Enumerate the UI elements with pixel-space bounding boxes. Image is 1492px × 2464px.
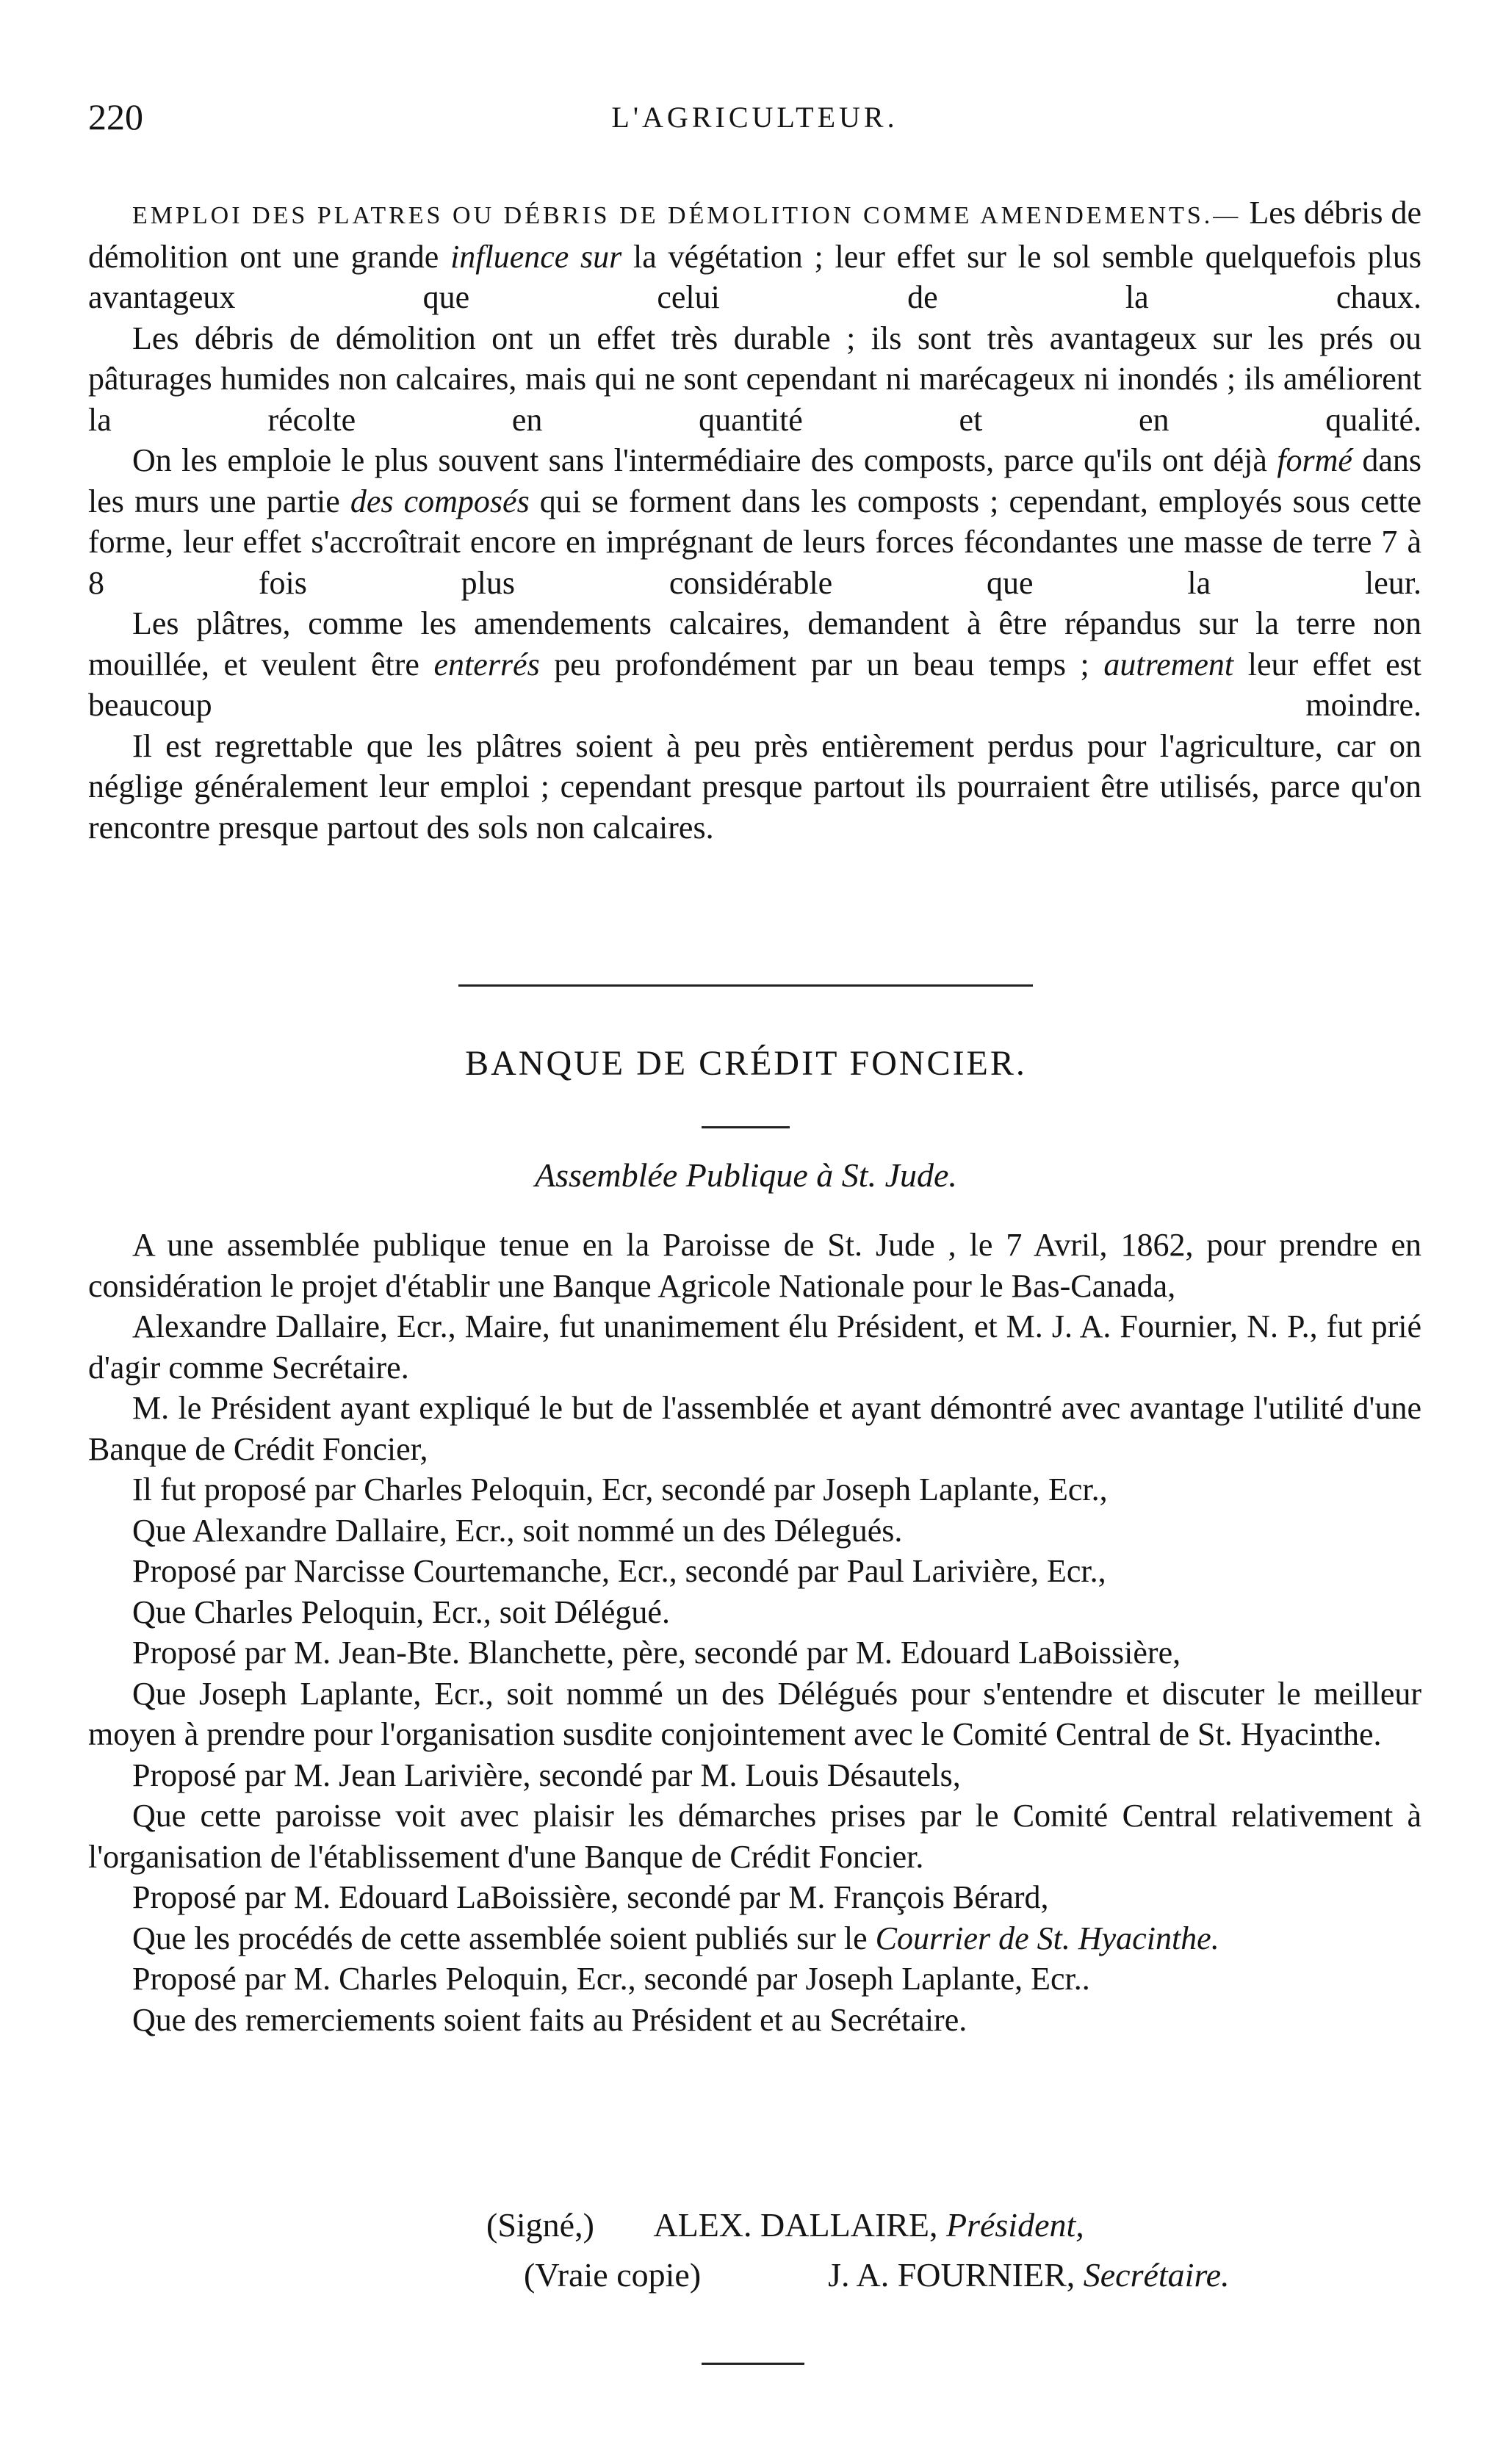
meeting-paragraph-14: Proposé par M. Charles Peloquin, Ecr., secondé par Joseph Laplante, Ecr..	[132, 1961, 1090, 1997]
section-subtitle: Assemblée Publique à St. Jude.	[535, 1156, 957, 1194]
paragraph-italic: enterrés	[433, 646, 540, 682]
paragraph-italic: influence sur	[450, 238, 622, 275]
meeting-paragraph-8: Proposé par M. Jean-Bte. Blanchette, père, secondé par M. Edouard LaBoissière,	[132, 1635, 1181, 1671]
article-paragraph-4	[88, 603, 1421, 726]
paragraph-text: On les emploie le plus souvent sans l'intermédiaire des composts, parce qu'ils ont déjà	[132, 442, 1277, 478]
paragraph-text: Les débris de démolition ont une grande	[88, 195, 1422, 275]
title-rule	[702, 1126, 790, 1128]
signature-label: (Vraie copie)	[524, 2256, 702, 2294]
article-paragraph-1	[88, 192, 1421, 318]
page-number: 220	[88, 96, 143, 137]
meeting-paragraph-3: M. le Président ayant expliqué le but de l'assemblée et ayant démontré avec avantage l'utilité d'une Banque de Crédit Foncier,	[88, 1390, 1421, 1467]
signature-title: Secrétaire.	[1083, 2256, 1230, 2294]
paragraph-italic: Courrier de St. Hyacinthe.	[875, 1920, 1219, 1956]
paragraph-text: Que les procédés de cette assemblée soient publiés sur le	[132, 1920, 876, 1956]
meeting-paragraph-12: Proposé par M. Edouard LaBoissière, secondé par M. François Bérard,	[132, 1879, 1049, 1915]
article-banque	[88, 1225, 1421, 2040]
paragraph-italic: autrement	[1103, 646, 1234, 682]
section-divider	[458, 984, 1033, 987]
meeting-paragraph-13	[88, 1918, 1421, 1959]
meeting-paragraph-6: Proposé par Narcisse Courtemanche, Ecr., secondé par Paul Larivière, Ecr.,	[132, 1553, 1106, 1589]
meeting-paragraph-11: Que cette paroisse voit avec plaisir les démarches prises par le Comité Central relativement à l'organisation de l'établissement d'une Banque de Crédit Foncier.	[88, 1798, 1421, 1875]
meeting-paragraph-5: Que Alexandre Dallaire, Ecr., soit nommé un des Délegués.	[132, 1512, 903, 1549]
paragraph-text: la végétation ; leur effet sur le sol semble quelquefois plus avantageux que celui de la chaux.	[88, 238, 1421, 315]
signature-label: (Signé,)	[486, 2206, 594, 2244]
paragraph-text: Les plâtres, comme les amendements calcaires, demandent à être répandus sur la terre non mouillée, et veulent être	[88, 605, 1421, 682]
signature-name: J. A. FOURNIER,	[828, 2256, 1084, 2294]
meeting-paragraph-2: Alexandre Dallaire, Ecr., Maire, fut unanimement élu Président, et M. J. A. Fournier, N. P., fut prié d'agir comme Secrétaire.	[88, 1308, 1421, 1386]
section-title: BANQUE DE CRÉDIT FONCIER.	[465, 1044, 1027, 1083]
meeting-paragraph-15: Que des remerciements soient faits au Président et au Secrétaire.	[132, 2001, 967, 2038]
paragraph-italic: formé	[1277, 442, 1352, 478]
signature-secretary	[524, 2255, 1230, 2294]
signature-president	[486, 2205, 1084, 2244]
paragraph-italic: des composés	[350, 483, 530, 519]
meeting-paragraph-1: A une assemblée publique tenue en la Paroisse de St. Jude , le 7 Avril, 1862, pour prendre en considération le projet d'établir une Banque Agricole Nationale pour le Bas-Canada,	[88, 1227, 1421, 1304]
article-paragraph-5: Il est regrettable que les plâtres soient à peu près entièrement perdus pour l'agriculture, car on néglige généralement leur emploi ; cependant presque partout ils pourraient être utilisés, parce qu'on rencontre presque partout des sols non calcaires.	[88, 727, 1421, 846]
signature-name: ALEX. DALLAIRE,	[653, 2206, 946, 2244]
paragraph-text: peu profondément par un beau temps ;	[539, 646, 1104, 682]
running-title: L'AGRICULTEUR.	[611, 101, 898, 134]
signature-title: Président,	[945, 2206, 1084, 2244]
paragraph-text: leur effet est beaucoup moindre.	[88, 646, 1422, 723]
paragraph-text: qui se forment dans les composts ; cependant, employés sous cette forme, leur effet s'accroîtrait encore en imprégnant de leurs forces fécondantes une masse de terre 7 à 8 fois plus considérable que la leur.	[88, 483, 1421, 601]
page-header	[88, 96, 1421, 147]
article-platres	[88, 192, 1421, 848]
article-lead-caps: EMPLOI DES PLATRES OU DÉBRIS DE DÉMOLITION COMME AMENDEMENTS.—	[132, 202, 1241, 229]
article-paragraph-3	[88, 440, 1421, 603]
meeting-paragraph-4: Il fut proposé par Charles Peloquin, Ecr, secondé par Joseph Laplante, Ecr.,	[132, 1471, 1108, 1507]
paragraph-text: dans les murs une partie	[88, 442, 1422, 519]
meeting-paragraph-9: Que Joseph Laplante, Ecr., soit nommé un des Délégués pour s'entendre et discuter le meilleur moyen à prendre pour l'organisation susdite conjointement avec le Comité Central de St. Hyacinthe.	[88, 1675, 1421, 1752]
end-rule	[702, 2363, 804, 2365]
meeting-paragraph-10: Proposé par M. Jean Larivière, secondé par M. Louis Désautels,	[132, 1757, 961, 1793]
meeting-paragraph-7: Que Charles Peloquin, Ecr., soit Délégué.	[132, 1593, 670, 1630]
article-paragraph-2: Les débris de démolition ont un effet très durable ; ils sont très avantageux sur les prés ou pâturages humides non calcaires, mais qui ne sont cependant ni marécageux ni inondés ; ils améliorent la récolte en quantité et en qualité.	[88, 320, 1421, 438]
